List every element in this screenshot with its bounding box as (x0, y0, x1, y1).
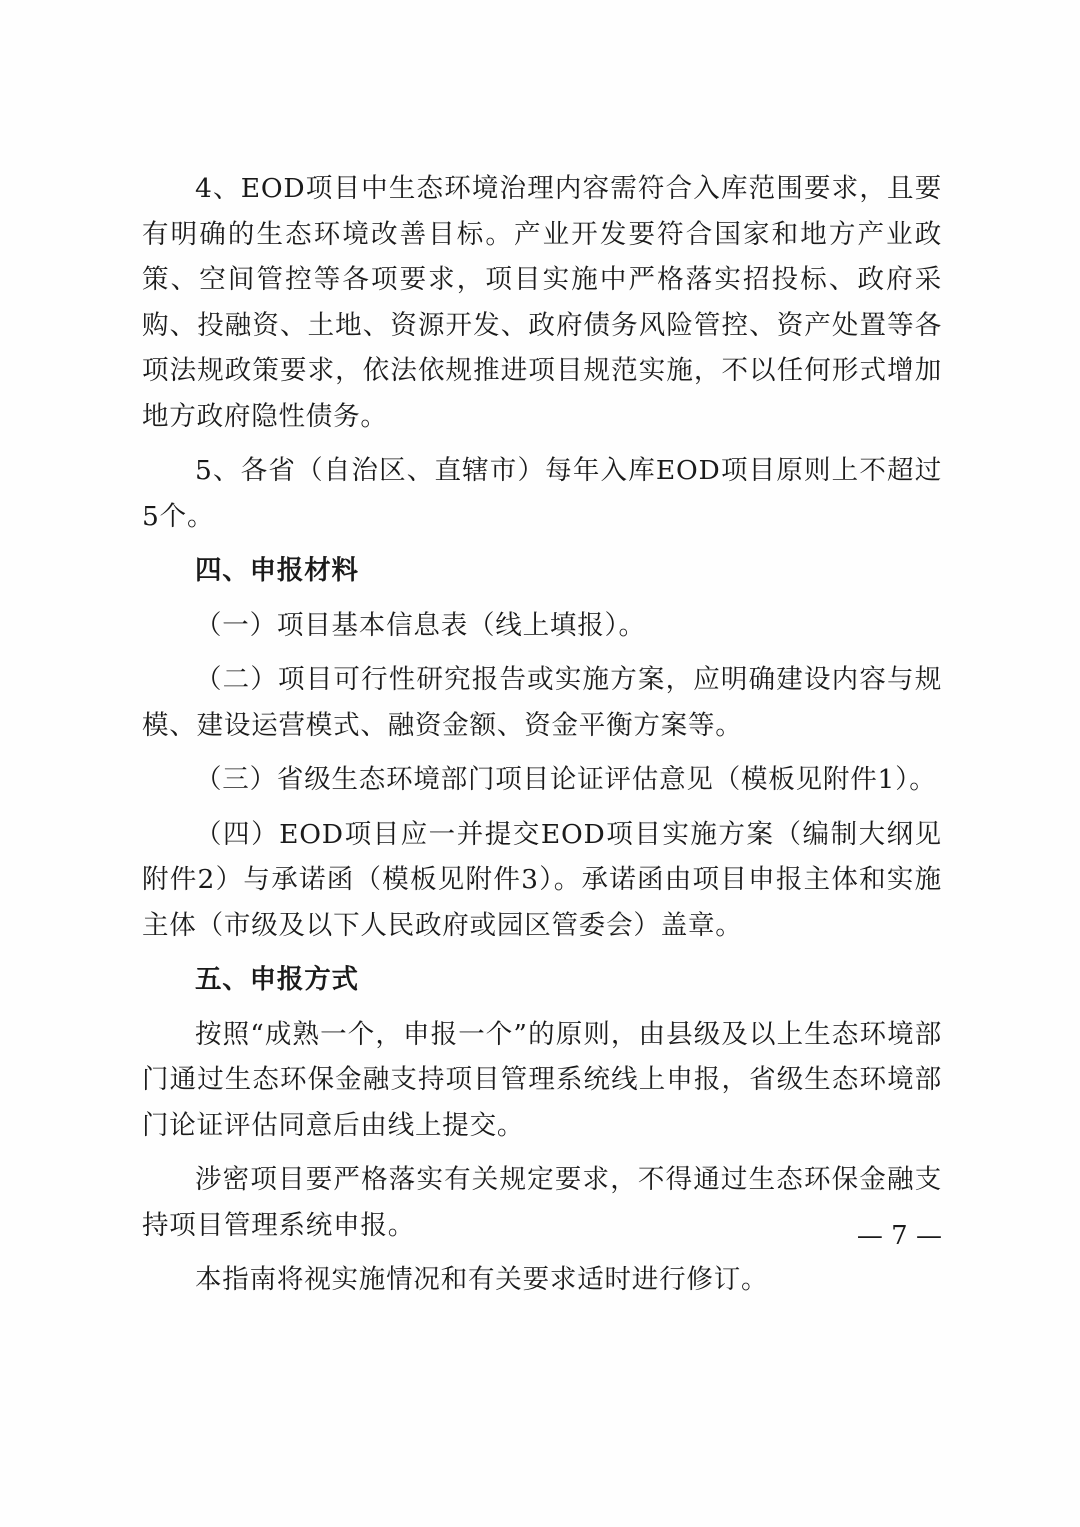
paragraph-item-4: 4、EOD项目中生态环境治理内容需符合入库范围要求，且要有明确的生态环境改善目标。产业开发要符合国家和地方产业政策、空间管控等各项要求，项目实施中严格落实招投标、政府采购、投融资、土地、资源开发、政府债务风险管控、资产处置等各项法规政策要求，依法依规推进项目规范实施，不以任何形式增加地方政府隐性债务。 (142, 173, 942, 432)
paragraph-material-2: （二）项目可行性研究报告或实施方案，应明确建设内容与规模、建设运营模式、融资金额、资金平衡方案等。 (142, 664, 942, 741)
section-heading-materials: 四、申报材料 (195, 555, 359, 586)
paragraph-material-4: （四）EOD项目应一并提交EOD项目实施方案（编制大纲见附件2）与承诺函（模板见附件3）。承诺函由项目申报主体和实施主体（市级及以下人民政府或园区管委会）盖章。 (142, 818, 942, 941)
paragraph-method-1: 按照“成熟一个，申报一个”的原则，由县级及以上生态环境部门通过生态环保金融支持项目管理系统线上申报，省级生态环境部门论证评估同意后由线上提交。 (142, 1018, 942, 1141)
paragraph-material-1: （一）项目基本信息表（线上填报）。 (195, 609, 646, 641)
paragraph-material-3: （三）省级生态环境部门项目论证评估意见（模板见附件1）。 (195, 764, 937, 795)
paragraph-item-5: 5、各省（自治区、直辖市）每年入库EOD项目原则上不超过5个。 (142, 455, 942, 532)
paragraph-revision: 本指南将视实施情况和有关要求适时进行修订。 (195, 1264, 769, 1295)
section-heading-method: 五、申报方式 (195, 964, 359, 995)
page-number: — 7 — (856, 1221, 942, 1251)
document-body (142, 166, 942, 1312)
paragraph-method-2: 涉密项目要严格落实有关规定要求，不得通过生态环保金融支持项目管理系统申报。 (142, 1164, 942, 1241)
